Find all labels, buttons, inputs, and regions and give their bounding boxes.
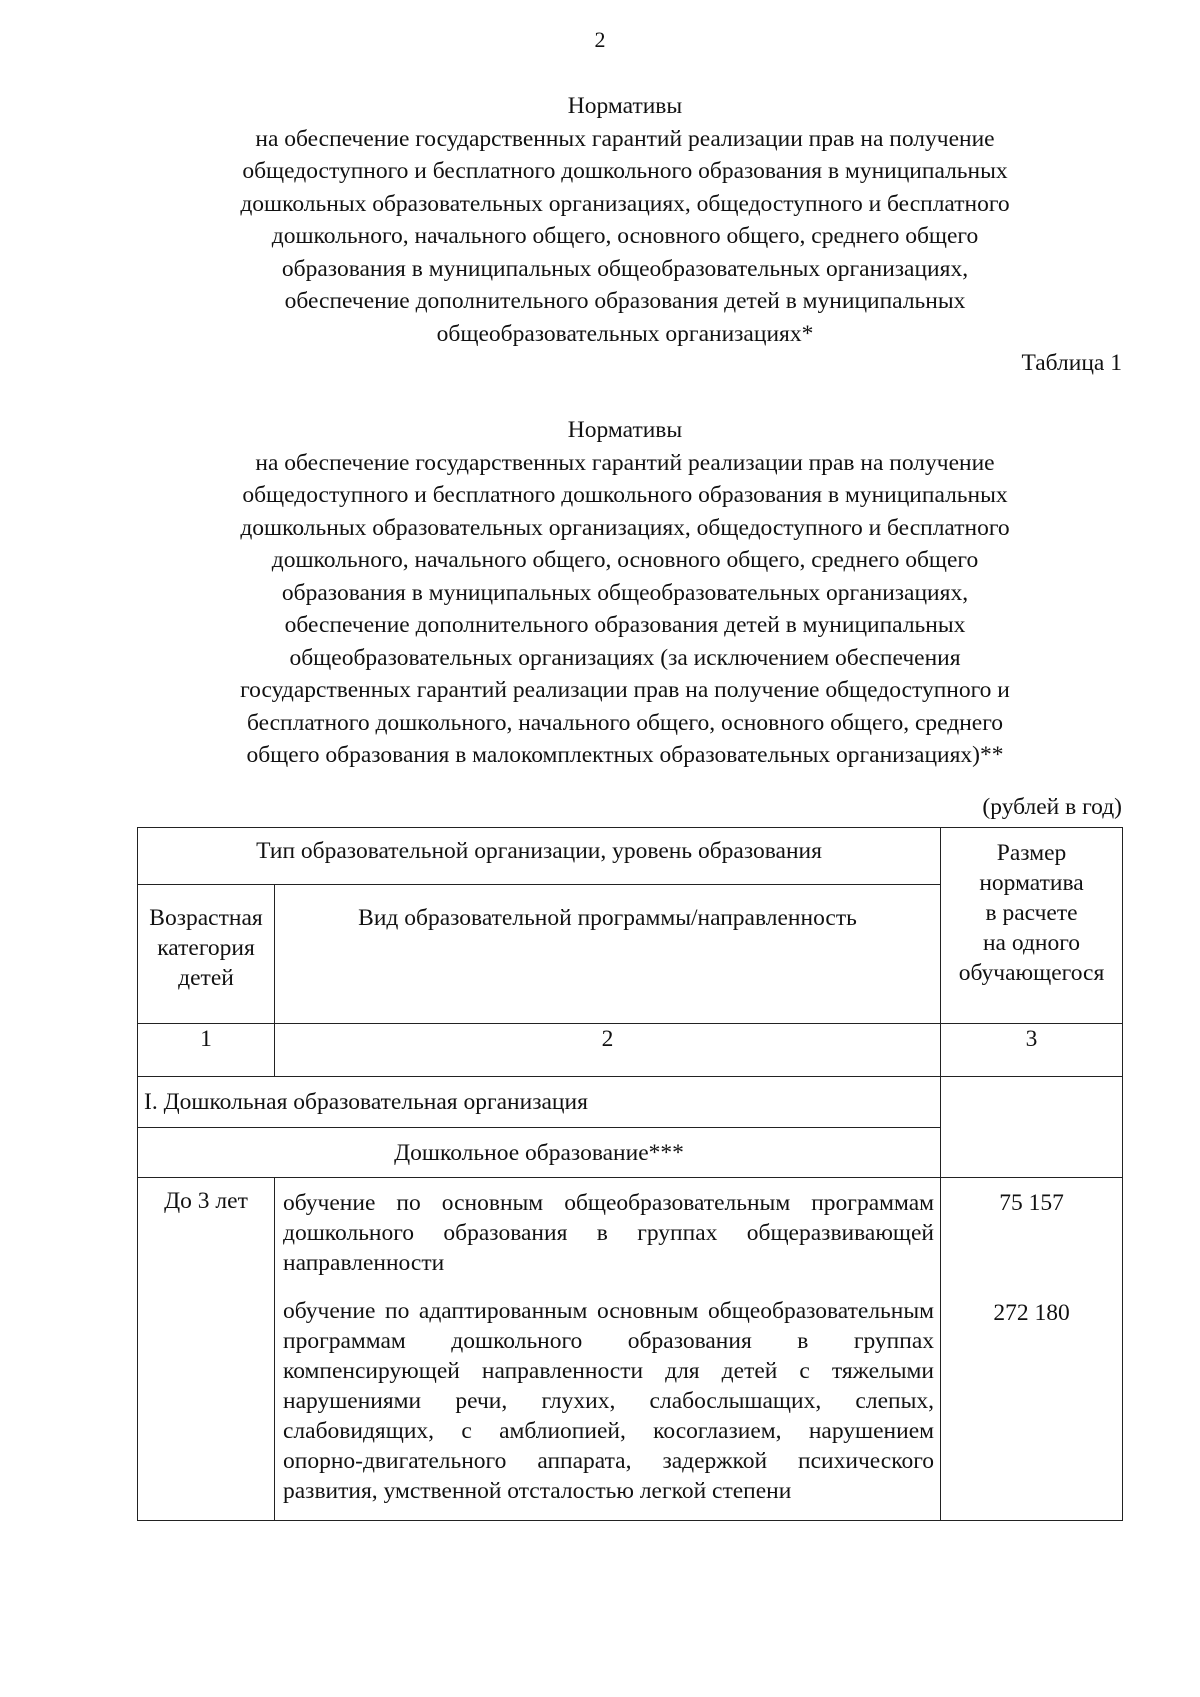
title-heading: Нормативы bbox=[567, 93, 683, 119]
norm-value: 272 180 bbox=[993, 1300, 1070, 1326]
document-title bbox=[130, 90, 1120, 350]
age-category-header bbox=[138, 885, 275, 1024]
title-line: дошкольного, начального общего, основного общего, среднего общего bbox=[271, 223, 979, 249]
table-title-line: общедоступного и бесплатного дошкольного образования в муниципальных bbox=[242, 482, 1008, 508]
table-title-line: дошкольных образовательных организациях, общедоступного и бесплатного bbox=[240, 514, 1010, 541]
age-header-line: Возрастная bbox=[149, 905, 263, 931]
column-number: 3 bbox=[941, 1024, 1123, 1077]
subsection-title: Дошкольное образование*** bbox=[138, 1128, 941, 1178]
table-title-line: общеобразовательных организациях (за исключением обеспечения bbox=[289, 644, 961, 671]
norm-value: 75 157 bbox=[999, 1190, 1064, 1216]
table-title-line: дошкольного, начального общего, основного общего, среднего общего bbox=[271, 547, 979, 573]
age-header-line: категория bbox=[157, 935, 255, 961]
table-row bbox=[138, 1178, 1123, 1521]
norms-table bbox=[137, 827, 1123, 1521]
norm-size-header bbox=[941, 828, 1123, 1024]
page-number: 2 bbox=[594, 27, 606, 52]
table-title-line: обеспечение дополнительного образования детей в муниципальных bbox=[284, 612, 966, 638]
table-title-line: на обеспечение государственных гарантий реализации прав на получение bbox=[255, 449, 995, 476]
norm-size-header-line: норматива bbox=[979, 870, 1084, 896]
title-line: на обеспечение государственных гарантий реализации прав на получение bbox=[255, 125, 995, 152]
norm-size-header-line: обучающегося bbox=[958, 960, 1105, 986]
norm-size-header-line: на одного bbox=[982, 930, 1081, 956]
units-label: (рублей в год) bbox=[982, 794, 1122, 820]
title-line: общедоступного и бесплатного дошкольного образования в муниципальных bbox=[242, 158, 1008, 184]
column-number: 2 bbox=[275, 1024, 941, 1077]
table-title-heading: Нормативы bbox=[567, 417, 683, 443]
table-title bbox=[130, 414, 1120, 772]
program-cell bbox=[275, 1178, 941, 1521]
program-description: обучение по основным общеобразовательным программам дошкольного образования в группах общеразвивающей направленности bbox=[283, 1190, 935, 1276]
title-line: образования в муниципальных общеобразовательных организациях, bbox=[281, 255, 969, 282]
section-row bbox=[138, 1077, 1123, 1128]
header-row bbox=[138, 828, 1123, 885]
age-header-line: детей bbox=[178, 965, 234, 991]
title-line: обеспечение дополнительного образования детей в муниципальных bbox=[284, 288, 966, 314]
title-line: дошкольных образовательных организациях, общедоступного и бесплатного bbox=[240, 190, 1010, 217]
title-line: общеобразовательных организациях* bbox=[436, 320, 814, 347]
table-title-line: государственных гарантий реализации прав на получение общедоступного и bbox=[240, 677, 1010, 703]
section-title: I. Дошкольная образовательная организация bbox=[138, 1077, 941, 1128]
column-number: 1 bbox=[138, 1024, 275, 1077]
org-type-header: Тип образовательной организации, уровень образования bbox=[138, 828, 941, 885]
program-type-header: Вид образовательной программы/направленность bbox=[275, 885, 941, 1024]
section-value-cell bbox=[941, 1077, 1123, 1178]
age-category-cell: До 3 лет bbox=[138, 1178, 275, 1521]
norm-size-header-line: в расчете bbox=[985, 900, 1078, 926]
norm-size-header-line: Размер bbox=[996, 840, 1067, 866]
table-title-line: общего образования в малокомплектных образовательных организациях)** bbox=[246, 742, 1004, 768]
table-title-line: образования в муниципальных общеобразовательных организациях, bbox=[281, 579, 969, 606]
table-title-line: бесплатного дошкольного, начального общего, основного общего, среднего bbox=[246, 709, 1004, 736]
norm-value-cell bbox=[941, 1178, 1123, 1521]
column-number-row bbox=[138, 1024, 1123, 1077]
program-description: обучение по адаптированным основным общеобразовательным программам дошкольного образования в группах компенсирующей направленности для детей с тяжелыми нарушениями речи, глухих, слабослышащих, слепых, слабовидящих, с амблиопией, косоглазием, нарушением опорно-двигательного аппарата, задержкой психического развития, умственной отсталостью легкой степени bbox=[283, 1298, 935, 1504]
table-label: Таблица 1 bbox=[1021, 350, 1122, 376]
